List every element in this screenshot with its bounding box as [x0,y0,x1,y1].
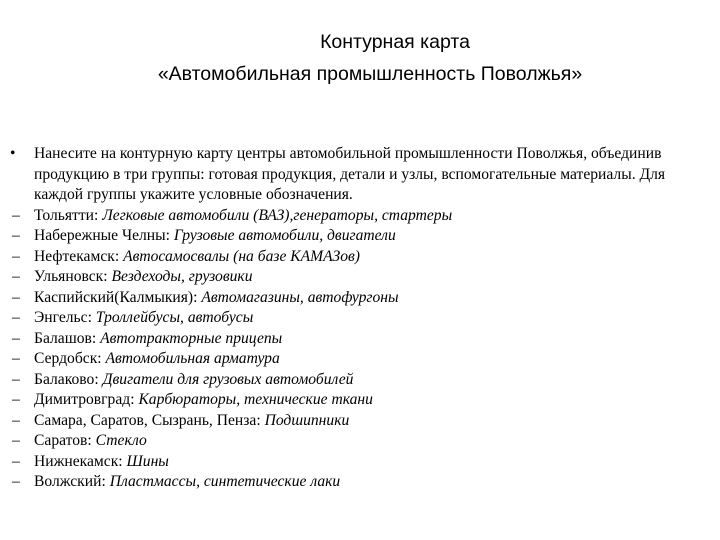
list-item [0,349,720,370]
city-name: Волжский: [34,473,110,490]
city-products: Стекло [95,432,147,449]
city-products: Подшипники [264,411,350,429]
list-item [0,247,720,268]
intro-paragraph [0,144,720,206]
city-products: Вездеходы, грузовики [111,268,253,285]
list-item [0,226,720,247]
city-products: Пластмассы, синтетические лаки [109,473,341,490]
list-item [0,452,720,473]
dash-icon: – [12,329,20,347]
city-products: Троллейбусы, автобусы [95,309,254,326]
dash-icon: – [12,206,20,224]
bullet-icon: • [10,145,16,162]
auto-centers-list [0,206,720,493]
city-products: Автомагазины, автофургоны [201,288,399,306]
list-item [0,431,720,452]
dash-icon: – [12,391,20,408]
city-name: Энгельс: [34,309,96,326]
list-item [0,206,720,227]
title-line-2: «Автомобильная промышленность Поволжья» [157,63,583,85]
dash-icon: – [12,247,20,265]
list-item [0,308,720,329]
list-item [0,329,720,350]
dash-icon: – [12,411,20,429]
dash-icon: – [12,432,20,449]
list-item [0,370,720,391]
list-item [0,472,720,493]
city-name: Балаково: [34,370,103,388]
dash-icon: – [12,268,20,285]
city-name: Сердобск: [34,350,106,367]
dash-icon: – [12,350,20,367]
city-products: Шины [126,452,169,470]
city-products: Автосамосвалы (на базе КАМАЗов) [123,247,360,265]
city-name: Нижнекамск: [34,452,127,470]
list-item [0,411,720,432]
city-name: Тольятти: [34,206,103,224]
city-products: Двигатели для грузовых автомобилей [102,370,354,388]
list-item [0,267,720,288]
city-products: Легковые автомобили (ВАЗ),генераторы, стартеры [102,206,453,224]
city-name: Ульяновск: [34,268,112,285]
list-item [0,288,720,309]
dash-icon: – [12,288,20,306]
city-products: Автотракторные прицепы [100,329,283,347]
dash-icon: – [12,473,20,490]
city-name: Димитровград: [34,391,139,408]
city-products: Грузовые автомобили, двигатели [173,227,396,244]
city-products: Автомобильная арматура [105,350,280,367]
city-name: Самара, Саратов, Сызрань, Пенза: [34,411,265,429]
dash-icon: – [12,370,20,388]
slide-body [0,144,720,493]
title-line-1: Контурная карта [320,31,470,53]
dash-icon: – [12,227,20,244]
city-products: Карбюраторы, технические ткани [138,391,373,408]
city-name: Каспийский(Калмыкия): [34,288,202,306]
city-name: Набережные Челны: [34,227,174,244]
dash-icon: – [12,452,20,470]
slide-title [40,26,680,90]
list-item [0,390,720,411]
dash-icon: – [12,309,20,326]
city-name: Саратов: [34,432,96,449]
city-name: Балашов: [34,329,101,347]
city-name: Нефтекамск: [34,247,124,265]
intro-text: Нанесите на контурную карту центры автомобильной промышленности Поволжья, объединив продукцию в три группы: готовая продукция, детали и узлы, вспомогательные материалы. Для каждой группы укажите условные обозначения. [34,145,666,203]
